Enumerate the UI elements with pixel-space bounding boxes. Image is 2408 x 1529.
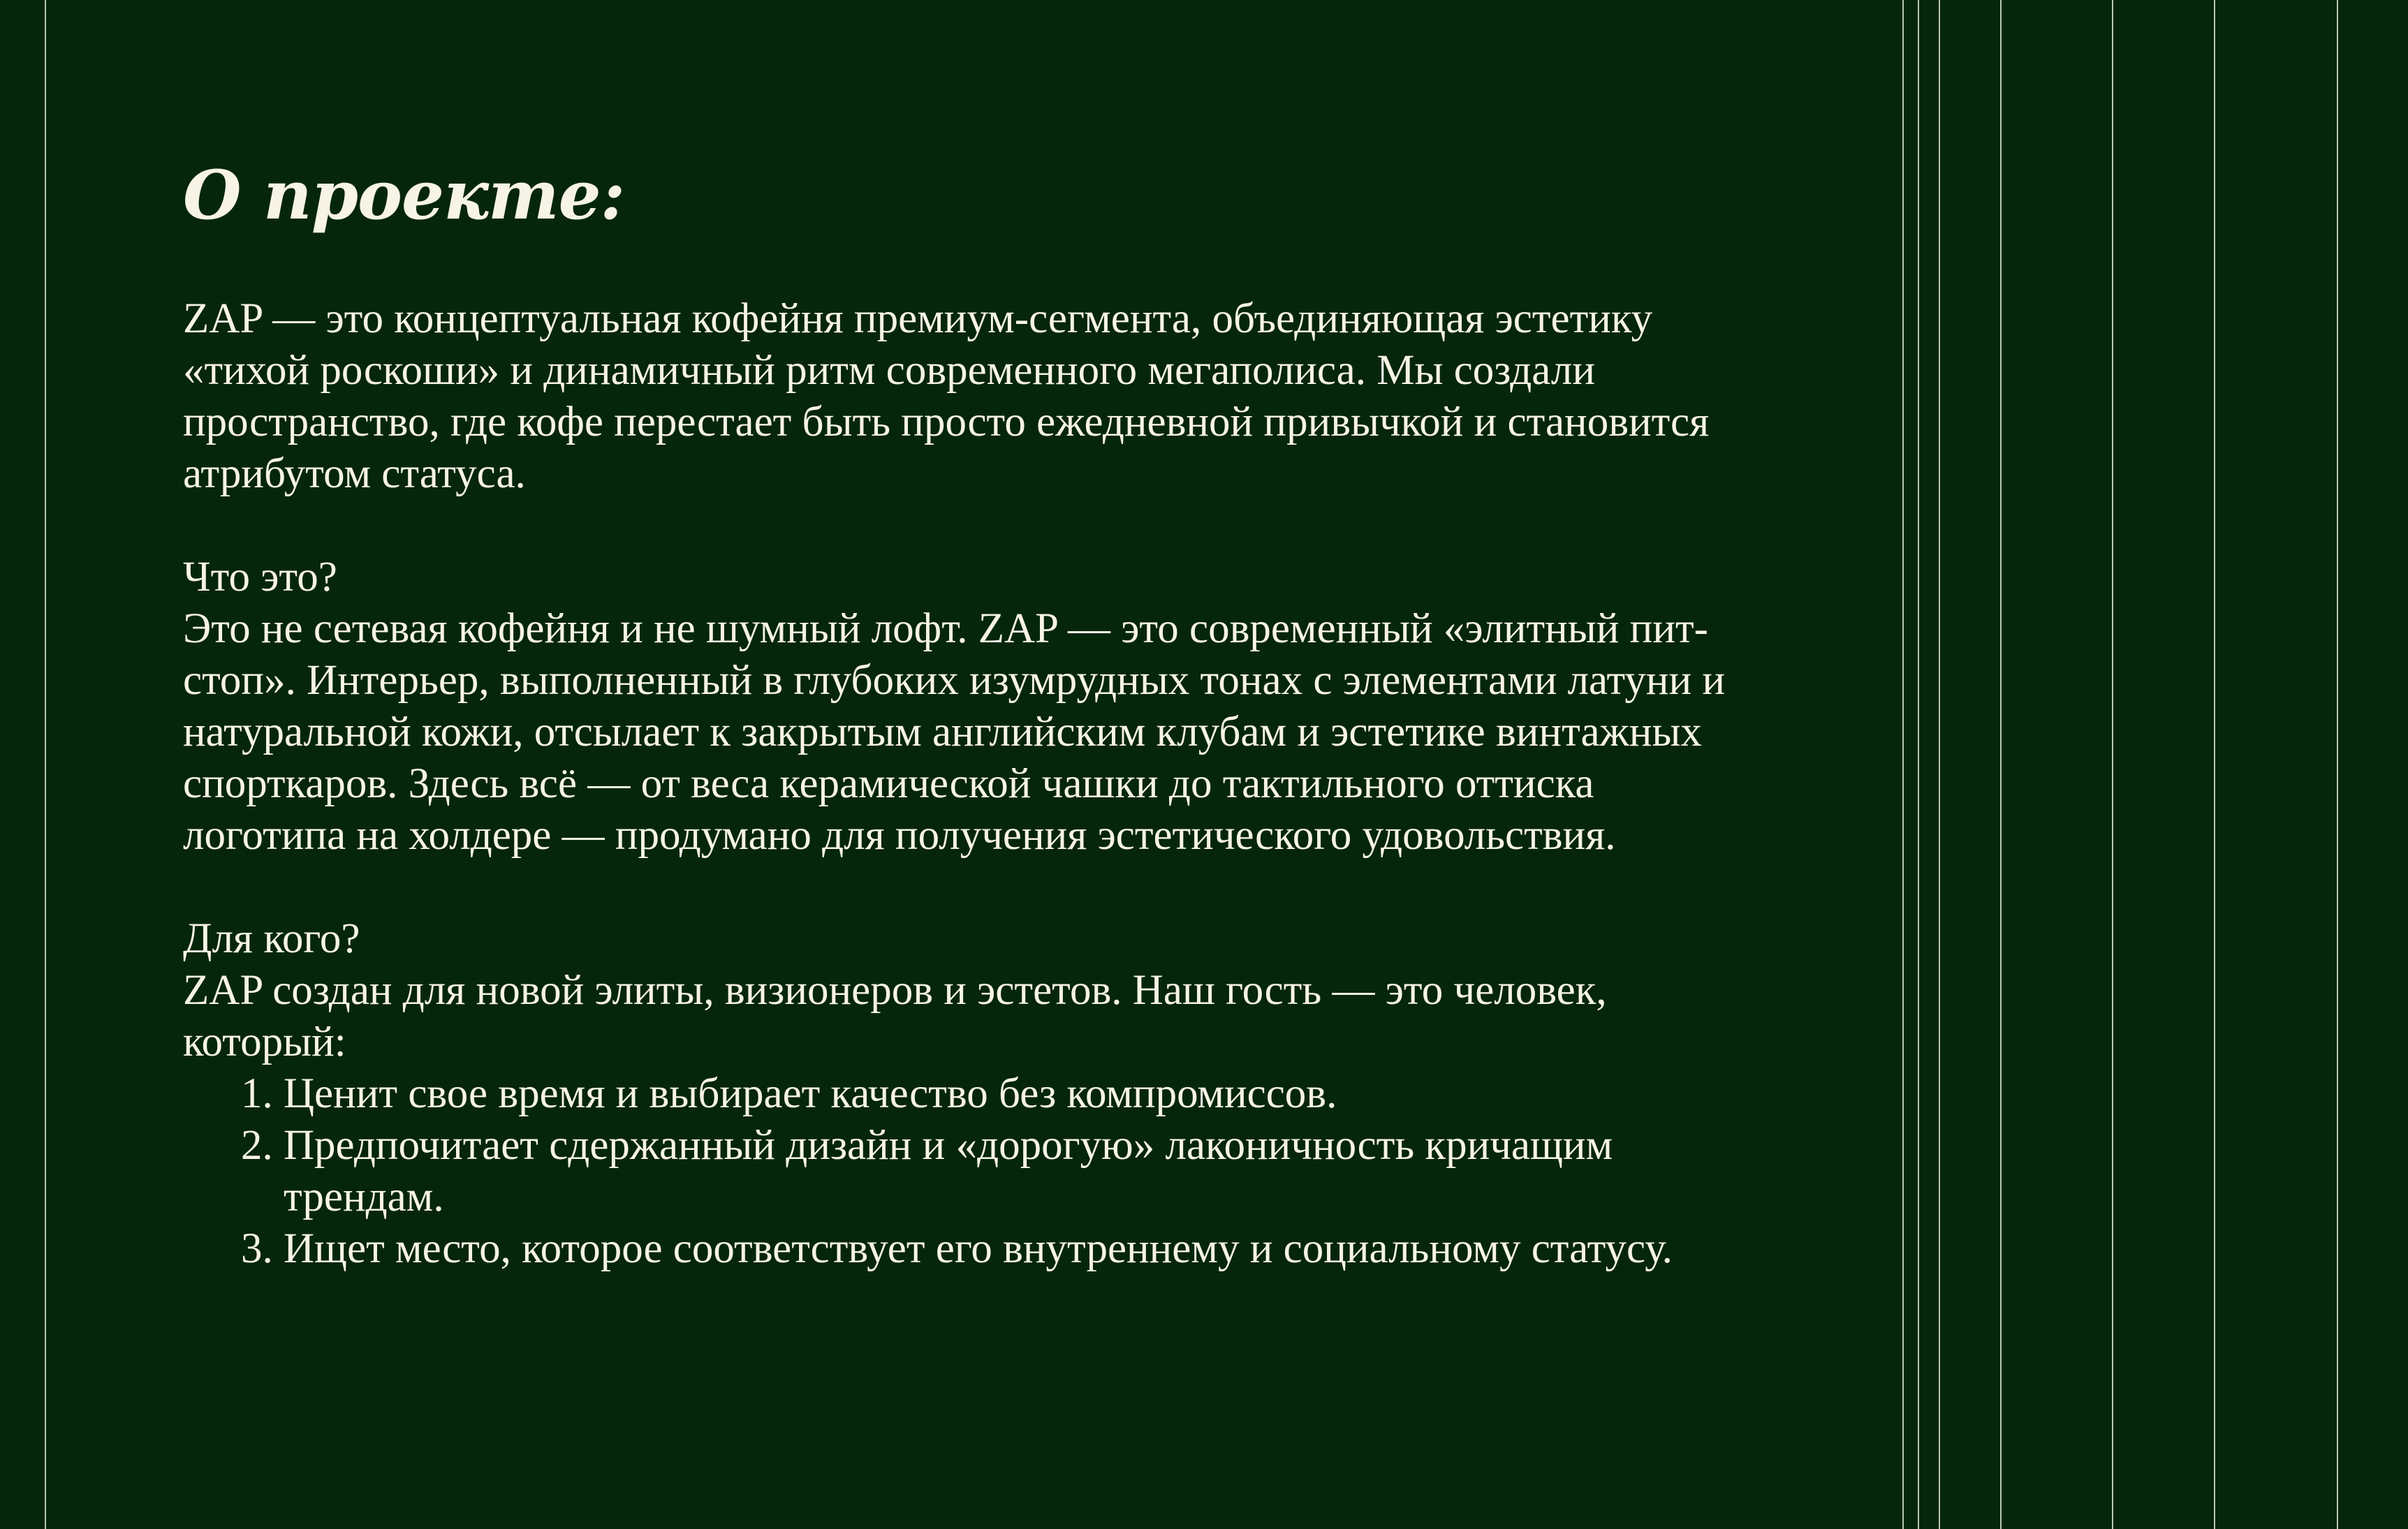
vertical-line-1: [45, 0, 46, 1529]
page-title: О проекте:: [183, 156, 625, 235]
list-item: 3. Ищет место, которое соответствует его внутреннему и социальному статусу.: [284, 1223, 1747, 1275]
vertical-line-2: [1902, 0, 1904, 1529]
vertical-line-3: [1918, 0, 1919, 1529]
project-description: [183, 147, 1747, 1275]
what-paragraph: Это не сетевая кофейня и не шумный лофт. ZAP — это современный «элитный пит-стоп». Интерьер, выполненный в глубоких изумрудных тонах с элементами латуни и натуральной кожи, отсылает к закрытым английским клубам и эстетике винтажных спорткаров. Здесь всё — от веса керамической чашки до тактильного оттиска логотипа на холдере — продумано для получения эстетического удовольствия.: [183, 605, 1726, 859]
what-heading: Что это?: [183, 554, 337, 600]
vertical-line-4: [1939, 0, 1940, 1529]
who-heading: Для кого?: [183, 915, 360, 962]
spacer: [183, 500, 1747, 552]
vertical-line-7: [2214, 0, 2215, 1529]
vertical-line-5: [2000, 0, 2002, 1529]
intro-paragraph: ZAP — это концептуальная кофейня премиум-сегмента, объединяющая эстетику «тихой роскоши» и динамичный ритм современного мегаполиса. Мы создали пространство, где кофе перестает быть просто ежедневной привычкой и становится атрибутом статуса.: [183, 295, 1710, 497]
who-paragraph: ZAP создан для новой элиты, визионеров и эстетов. Наш гость — это человек, который:: [183, 967, 1607, 1065]
list-item: 2. Предпочитает сдержанный дизайн и «дорогую» лаконичность кричащим трендам.: [284, 1120, 1747, 1223]
guest-traits-list: [183, 1068, 1747, 1275]
list-item: 1. Ценит свое время и выбирает качество без компромиссов.: [284, 1068, 1747, 1120]
vertical-line-6: [2112, 0, 2113, 1529]
vertical-line-8: [2337, 0, 2338, 1529]
spacer: [183, 862, 1747, 913]
